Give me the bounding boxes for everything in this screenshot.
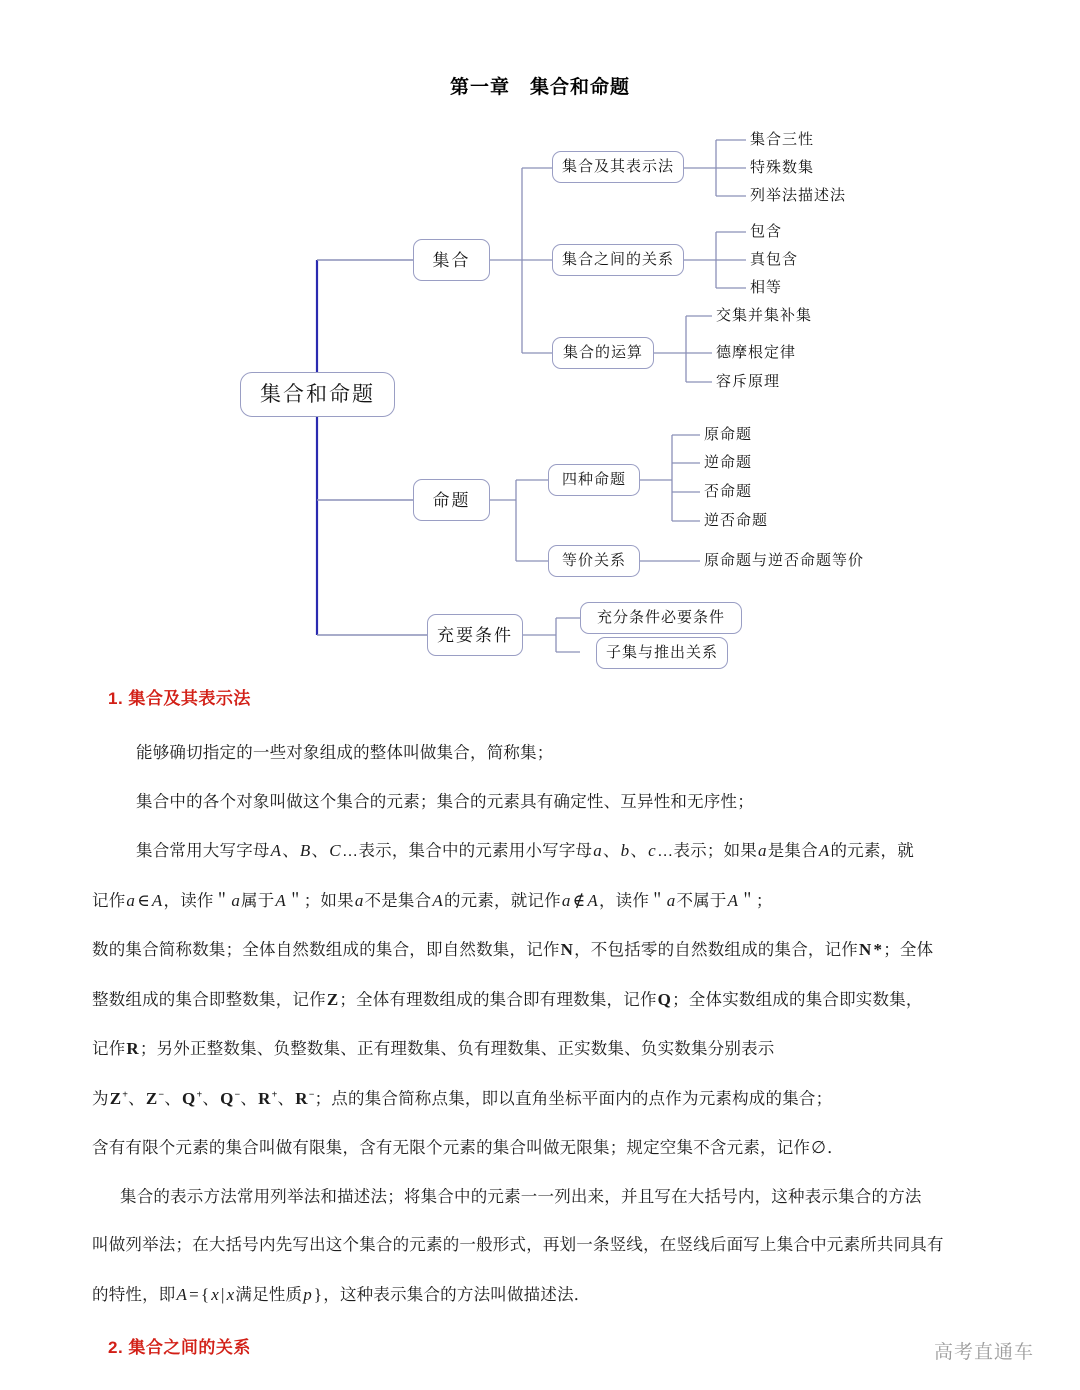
sup-minus-3: − xyxy=(308,1089,315,1100)
mindmap-leaf-liejufamiaoshufa: 列举法描述法 xyxy=(750,188,847,204)
mindmap-node-chongfenbiyao[interactable] xyxy=(580,602,742,634)
mindmap-node-dengjiaguanxi-label: 等价关系 xyxy=(561,552,626,569)
p8-pause-4: 、 xyxy=(240,1089,258,1108)
sym-a-3: a xyxy=(126,890,136,910)
p12-seg-b: 满足性质 xyxy=(235,1285,303,1304)
sym-brace-open: { xyxy=(200,1284,210,1304)
mindmap-node-jihe-biaoshifa-label: 集合及其表示法 xyxy=(561,158,674,175)
paragraph-10: 集合的表示方法常用列举法和描述法；将集合中的元素一一列出来，并且写在大括号内，这种表示集合的方法 xyxy=(120,1187,922,1206)
p3-pause-3: 、 xyxy=(602,842,620,860)
mindmap-leaf-yuanmingti: 原命题 xyxy=(704,427,753,443)
mindmap-node-sizhongmingti-label: 四种命题 xyxy=(561,471,626,488)
sym-Q-plus: Q xyxy=(182,1088,196,1108)
sym-A-8: A xyxy=(176,1284,188,1304)
p4-seg-e: 不是集合 xyxy=(364,891,432,910)
sym-x-2: x xyxy=(226,1284,235,1304)
sym-A-5: A xyxy=(432,890,443,910)
sym-in: ∈ xyxy=(137,890,150,910)
mindmap-leaf-xiangdeng: 相等 xyxy=(750,280,783,296)
sym-A-4: A xyxy=(275,890,287,910)
sym-asterisk: * xyxy=(873,940,883,959)
mindmap-node-mingti-label: 命题 xyxy=(432,490,471,510)
p4-seg-f: 的元素，就记作 xyxy=(443,891,561,910)
p4-semi: ； xyxy=(755,891,773,910)
p3-dots-2: … xyxy=(656,842,674,860)
mindmap-node-chongyaotiaojian[interactable] xyxy=(427,614,523,656)
sym-p: p xyxy=(303,1284,312,1304)
p4-seg-g: ，读作 xyxy=(598,891,650,910)
mindmap-node-zijituichu-label: 子集与推出关系 xyxy=(605,644,718,661)
mindmap-leaf-jiaojibingjibuji: 交集并集补集 xyxy=(716,308,813,324)
section-2-title: 集合之间的关系 xyxy=(128,1338,251,1357)
p12-seg-a: 的特性，即 xyxy=(92,1285,176,1304)
mindmap-node-sizhongmingti[interactable] xyxy=(548,464,640,496)
mindmap-node-zijituichu[interactable] xyxy=(596,637,728,669)
sym-Q-minus: Q xyxy=(220,1088,234,1108)
p5-seg-b: ，不包括零的自然数组成的集合，记作 xyxy=(574,941,858,959)
sym-A-7: A xyxy=(727,890,739,910)
mindmap-node-jihe-guanxi[interactable] xyxy=(552,244,684,276)
p5-seg-c: ；全体 xyxy=(883,941,934,959)
paragraph-12 xyxy=(92,1286,1080,1304)
sym-A-6: A xyxy=(587,890,598,910)
sym-eq: = xyxy=(189,1284,199,1304)
paragraph-4 xyxy=(92,892,1080,910)
p5-seg-a: 数的集合简称数集；全体自然数组成的集合，即自然数集，记作 xyxy=(92,941,560,959)
sym-Q: Q xyxy=(657,989,672,1009)
sym-emptyset: ∅ xyxy=(811,1138,827,1157)
p4-q2: ＂ xyxy=(287,891,304,910)
mindmap-node-root[interactable] xyxy=(240,372,395,417)
p8-seg-a: 为 xyxy=(92,1089,109,1108)
p3-seg-e: 的元素，就 xyxy=(830,842,914,860)
sym-N-star: N xyxy=(859,940,872,959)
p4-seg-d: ；如果 xyxy=(303,891,354,910)
section-1-number: 1. xyxy=(108,689,124,708)
mindmap-node-jihe-guanxi-label: 集合之间的关系 xyxy=(561,251,674,268)
sym-x-1: x xyxy=(211,1284,220,1304)
mindmap-leaf-teshushuji: 特殊数集 xyxy=(750,160,815,176)
sym-N: N xyxy=(560,940,574,959)
p8-pause-3: 、 xyxy=(202,1089,220,1108)
mindmap-diagram xyxy=(0,110,1080,670)
p8-pause-2: 、 xyxy=(164,1089,182,1108)
p6-seg-a: 整数组成的集合即整数集，记作 xyxy=(92,990,326,1009)
p6-seg-b: ；全体有理数组成的集合即有理数集，记作 xyxy=(339,990,657,1009)
sup-minus-2: − xyxy=(234,1089,241,1100)
sym-a-7: a xyxy=(666,890,676,910)
mindmap-node-jihe-label: 集合 xyxy=(432,250,471,270)
sym-a-6: a xyxy=(561,890,571,910)
sym-notin: ∉ xyxy=(572,890,586,910)
paragraph-2: 集合中的各个对象叫做这个集合的元素；集合的元素具有确定性、互异性和无序性； xyxy=(136,792,754,811)
mindmap-leaf-foumingti: 否命题 xyxy=(704,484,753,500)
sup-plus-3: + xyxy=(271,1089,278,1100)
mindmap-node-jihe-yunsuan[interactable] xyxy=(552,337,654,369)
p4-q1: ＂ xyxy=(213,891,231,910)
p4-q3: ＂ xyxy=(649,891,666,910)
sym-a-5: a xyxy=(354,890,364,910)
p3-pause-2: 、 xyxy=(311,842,329,860)
mindmap-leaf-zhenbaohan: 真包含 xyxy=(750,252,799,268)
p3-pause-4: 、 xyxy=(630,842,648,860)
sym-b: b xyxy=(620,841,630,860)
mindmap-leaf-jihesanxing: 集合三性 xyxy=(750,132,815,148)
sup-minus-1: − xyxy=(158,1089,165,1100)
p8-pause-5: 、 xyxy=(277,1089,295,1108)
p4-seg-c: 属于 xyxy=(241,891,275,910)
section-1-title: 集合及其表示法 xyxy=(128,689,251,708)
p3-dots-1: … xyxy=(341,842,359,860)
paragraph-11: 叫做列举法；在大括号内先写出这个集合的元素的一般形式，再划一条竖线，在竖线后面写上集合中元素所共同具有 xyxy=(92,1236,944,1254)
sym-A-3: A xyxy=(151,890,163,910)
p12-seg-c: ，这种表示集合的方法叫做描述法． xyxy=(323,1285,591,1304)
sym-a-4: a xyxy=(231,890,241,910)
p3-pause-1: 、 xyxy=(282,842,299,860)
mindmap-node-jihe[interactable] xyxy=(413,239,490,281)
paragraph-1: 能够确切指定的一些对象组成的整体叫做集合，简称集； xyxy=(136,744,554,762)
sym-Z-plus: Z xyxy=(109,1088,122,1108)
p3-seg-a: 集合常用大写字母 xyxy=(136,842,270,860)
page-title: 第一章 集合和命题 xyxy=(449,77,630,98)
sym-C: C xyxy=(329,841,341,860)
mindmap-leaf-nifoumingti: 逆否命题 xyxy=(704,513,769,529)
sym-Z-minus: Z xyxy=(145,1088,158,1108)
paragraph-9 xyxy=(92,1139,1080,1157)
sym-a: a xyxy=(593,841,602,860)
p4-seg-a: 记作 xyxy=(92,891,126,910)
p4-seg-b: ，读作 xyxy=(163,891,214,910)
mindmap-connectors xyxy=(0,110,1080,670)
sup-plus-1: + xyxy=(122,1089,129,1100)
content-body xyxy=(0,684,1080,1358)
mindmap-leaf-dengjia: 原命题与逆否命题等价 xyxy=(704,553,865,569)
section-2-number: 2. xyxy=(108,1338,124,1357)
p7-seg-b: ；另外正整数集、负整数集、正有理数集、负有理数集、正实数集、负实数集分别表示 xyxy=(139,1040,775,1058)
p8-pause-1: 、 xyxy=(128,1089,145,1108)
sym-A: A xyxy=(270,841,282,860)
mindmap-leaf-demogendinglv: 德摩根定律 xyxy=(716,345,797,361)
p3-seg-b: 表示，集合中的元素用小写字母 xyxy=(358,842,593,860)
sym-a-2: a xyxy=(758,841,767,860)
p9-period: ． xyxy=(827,1139,844,1157)
mindmap-leaf-nimingti: 逆命题 xyxy=(704,455,753,471)
paragraph-6 xyxy=(92,991,1080,1009)
p3-seg-d: 是集合 xyxy=(767,842,818,860)
p8-seg-b: ；点的集合简称点集，即以直角坐标平面内的点作为元素构成的集合； xyxy=(314,1089,833,1108)
sym-R-minus: R xyxy=(295,1088,308,1108)
mindmap-node-root-label: 集合和命题 xyxy=(260,382,375,406)
sym-Z: Z xyxy=(326,989,339,1009)
sym-c: c xyxy=(648,841,656,860)
mindmap-node-jihe-yunsuan-label: 集合的运算 xyxy=(562,344,643,361)
mindmap-node-mingti[interactable] xyxy=(413,479,490,521)
p3-seg-c: 表示；如果 xyxy=(673,842,758,860)
mindmap-node-jihe-biaoshifa[interactable] xyxy=(552,151,684,183)
mindmap-node-dengjiaguanxi[interactable] xyxy=(548,545,640,577)
p4-q4: ＂ xyxy=(739,891,756,910)
paragraph-7 xyxy=(92,1040,1080,1058)
mindmap-node-chongfenbiyao-label: 充分条件必要条件 xyxy=(596,609,725,626)
paragraph-3 xyxy=(136,842,1080,860)
p7-seg-a: 记作 xyxy=(92,1040,126,1058)
sym-brace-close: } xyxy=(313,1284,323,1304)
sup-plus-2: + xyxy=(196,1089,203,1100)
paragraph-5 xyxy=(92,941,1080,959)
sym-B: B xyxy=(299,841,311,860)
p9-seg: 含有有限个元素的集合叫做有限集，含有无限个元素的集合叫做无限集；规定空集不含元素，记作 xyxy=(92,1139,811,1157)
p6-seg-c: ；全体实数组成的集合即实数集， xyxy=(672,990,923,1009)
sym-R-plus: R xyxy=(258,1088,271,1108)
mindmap-node-chongyaotiaojian-label: 充要条件 xyxy=(437,625,513,645)
mindmap-leaf-rongchiyuanli: 容斥原理 xyxy=(716,374,781,390)
watermark: 高考直通车 xyxy=(933,1342,1034,1363)
paragraph-8 xyxy=(92,1090,1080,1108)
section-heading-1 xyxy=(108,684,1080,709)
sym-A-2: A xyxy=(818,841,830,860)
sym-R: R xyxy=(126,1039,139,1058)
sym-bar: | xyxy=(221,1284,225,1304)
p4-seg-h: 不属于 xyxy=(676,891,727,910)
mindmap-leaf-baohan: 包含 xyxy=(750,224,783,240)
